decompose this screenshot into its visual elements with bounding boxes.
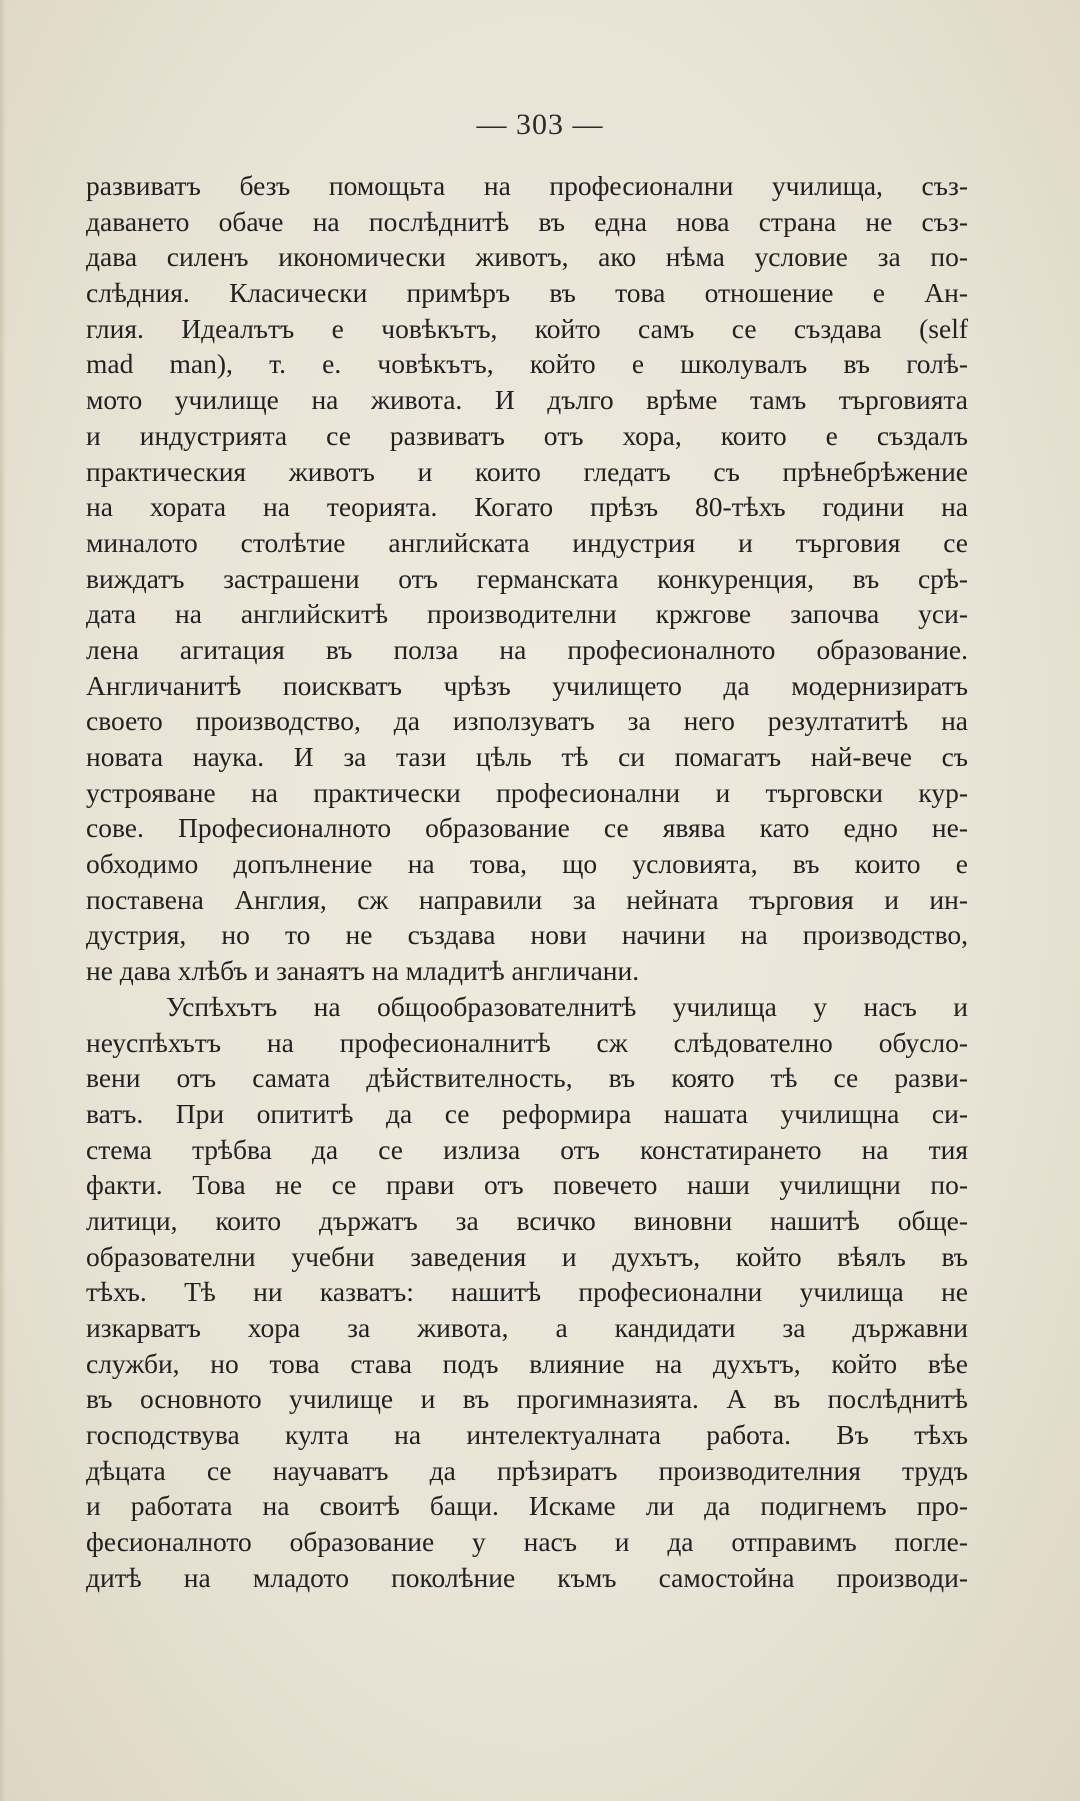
text-line: господствува култа на интелектуалната работа. Въ тѣхъ <box>86 1419 968 1451</box>
paragraph <box>86 168 968 989</box>
text-line: поставена Англия, сж направили за нейната търговия и ин- <box>86 883 968 915</box>
text-line: дустрия, но то не създава нови начини на производство, <box>86 919 968 951</box>
text-line: и индустрията се развиватъ отъ хора, които е създалъ <box>86 419 968 451</box>
text-line: образователни учебни заведения и духътъ, който вѣялъ въ <box>86 1240 968 1272</box>
text-line: тѣхъ. Тѣ ни казватъ: нашитѣ професионални училища не <box>86 1276 968 1308</box>
body-text <box>86 168 968 1596</box>
text-line: дава силенъ икономически животъ, ако нѣма условие за по- <box>86 241 968 273</box>
text-line: факти. Това не се прави отъ повечето наши училищни по- <box>86 1169 968 1201</box>
text-line: даването обаче на послѣднитѣ въ една нова страна не съз- <box>86 205 968 237</box>
text-line: служби, но това става подъ влияние на духътъ, който вѣе <box>86 1347 968 1379</box>
text-line: ватъ. При опититѣ да се реформира нашата училищна си- <box>86 1097 968 1129</box>
text-line: устрояване на практически професионални и търговски кур- <box>86 776 968 808</box>
text-line: Успѣхътъ на общообразователнитѣ училища у насъ и <box>166 990 968 1022</box>
text-line: обходимо допълнение на това, що условията, въ които е <box>86 848 968 880</box>
text-line: стема трѣбва да се излиза отъ констатирането на тия <box>86 1133 968 1165</box>
text-line: виждатъ застрашени отъ германската конкуренция, въ срѣ- <box>86 562 968 594</box>
page-number: — 303 — <box>476 108 604 141</box>
text-line: развиватъ безъ помощьта на професионални училища, съз- <box>86 170 968 201</box>
page-edge-shadow <box>0 0 6 1801</box>
text-line: и работата на своитѣ бащи. Искаме ли да подигнемъ про- <box>86 1490 968 1522</box>
text-line: глия. Идеалътъ е човѣкътъ, който самъ се създава (self <box>86 312 968 344</box>
text-line: лена агитация въ полза на професионалното образование. <box>86 633 968 665</box>
text-line: новата наука. И за тази цѣль тѣ си помагатъ най-вече съ <box>86 741 968 772</box>
text-line: не дава хлѣбъ и занаятъ на младитѣ англичани. <box>86 955 640 987</box>
text-line: дѣцата се научаватъ да прѣзиратъ производителния трудъ <box>86 1454 968 1486</box>
text-line: mad man), т. е. човѣкътъ, който е школувалъ въ голѣ- <box>86 348 968 380</box>
text-line: дитѣ на младото поколѣние къмъ самостойна производи- <box>86 1561 968 1593</box>
paragraph <box>86 989 968 1596</box>
text-line: литици, които държатъ за всичко виновни нашитѣ обще- <box>86 1204 968 1236</box>
text-line: миналото столѣтие английската индустрия и търговия се <box>86 526 968 558</box>
text-line: сове. Професионалното образование се явява като едно не- <box>86 812 968 844</box>
text-line: изкарватъ хора за живота, а кандидати за държавни <box>86 1312 968 1343</box>
text-line: дата на английскитѣ производителни кржгове започва уси- <box>86 598 968 630</box>
text-line: мото училище на живота. И дълго врѣме тамъ търговията <box>86 384 968 416</box>
text-line: практическия животъ и които гледатъ съ прѣнебрѣжение <box>86 455 968 487</box>
text-line: фесионалното образование у насъ и да отправимъ погле- <box>86 1526 968 1558</box>
text-line: на хората на теорията. Когато прѣзъ 80-тѣхъ години на <box>86 491 968 523</box>
text-line: слѣдния. Класически примѣръ въ това отношение е Ан- <box>86 277 968 309</box>
text-line: вени отъ самата дѣйствителность, въ която тѣ се разви- <box>86 1062 968 1094</box>
text-line: въ основното училище и въ прогимназията. А въ послѣднитѣ <box>86 1383 968 1415</box>
text-line: своето производство, да използуватъ за него резултатитѣ на <box>86 705 968 737</box>
text-line: Англичанитѣ поискватъ чрѣзъ училището да модернизиратъ <box>86 669 968 701</box>
text-line: неуспѣхътъ на професионалнитѣ сж слѣдователно обусло- <box>86 1026 968 1058</box>
